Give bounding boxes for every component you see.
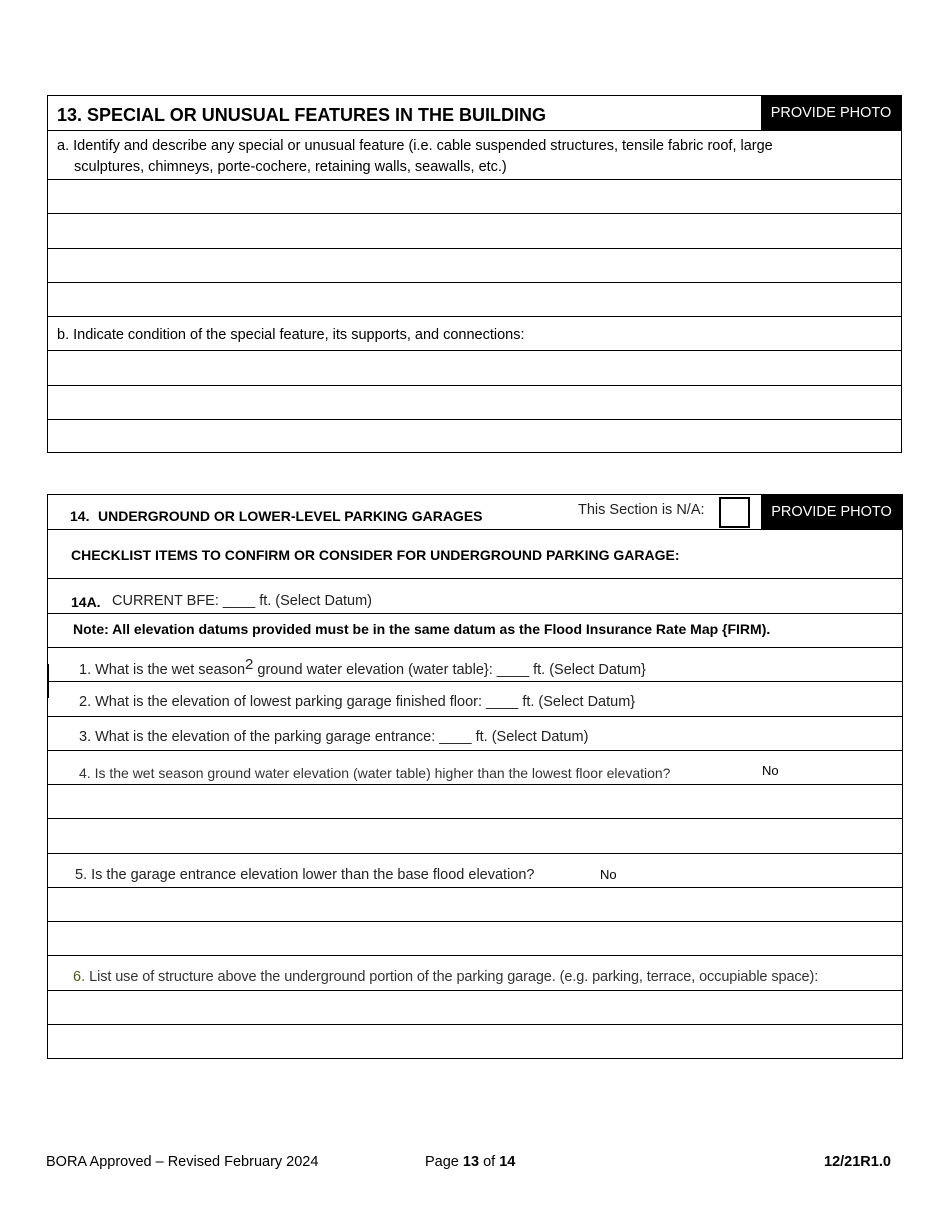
page-total: 14 — [499, 1154, 516, 1170]
page-prefix: Page — [425, 1154, 463, 1170]
divider — [48, 316, 901, 317]
question-1-pre: 1. What is the wet season — [79, 662, 246, 678]
section-14-photo-button[interactable]: PROVIDE PHOTO — [761, 495, 902, 529]
question-1[interactable] — [79, 656, 646, 678]
answer-line-13b-3[interactable] — [48, 419, 901, 420]
q14a-text[interactable]: CURRENT BFE: ____ ft. (Select Datum) — [112, 593, 373, 609]
footer-page — [425, 1154, 515, 1170]
margin-mark — [48, 664, 49, 698]
divider — [48, 716, 902, 717]
question-4: 4. Is the wet season ground water elevation (water table) higher than the lowest floor elevation? — [79, 765, 671, 781]
divider — [48, 613, 902, 614]
question-5: 5. Is the garage entrance elevation lower than the base flood elevation? — [75, 867, 535, 883]
answer-line-q5-2[interactable] — [48, 921, 902, 922]
footer-revision: 12/21R1.0 — [824, 1154, 891, 1170]
section-14-title: UNDERGROUND OR LOWER-LEVEL PARKING GARAGES — [98, 508, 483, 524]
divider — [48, 578, 902, 579]
answer-line-13b-2[interactable] — [48, 385, 901, 386]
answer-line-q4-1[interactable] — [48, 784, 902, 785]
checklist-heading: CHECKLIST ITEMS TO CONFIRM OR CONSIDER FOR UNDERGROUND PARKING GARAGE: — [71, 547, 680, 563]
question-6-text: List use of structure above the underground portion of the parking garage. (e.g. parking, terrace, occupiable space): — [89, 969, 819, 985]
section-13-photo-button[interactable]: PROVIDE PHOTO — [761, 96, 901, 130]
answer-line-13a-2[interactable] — [48, 213, 901, 214]
question-6 — [73, 969, 818, 985]
section-13 — [47, 95, 902, 453]
question-13a-line2: sculptures, chimneys, porte-cochere, retaining walls, seawalls, etc.) — [74, 159, 507, 175]
na-checkbox[interactable] — [719, 497, 750, 528]
divider — [48, 853, 902, 854]
answer-line-13a-1[interactable] — [48, 179, 901, 180]
question-5-answer[interactable]: No — [600, 867, 617, 882]
q14a-number: 14A. — [71, 594, 101, 610]
section-14-number: 14. — [70, 508, 90, 524]
datum-note: Note: All elevation datums provided must be in the same datum as the Flood Insurance Rate Map {FIRM). — [73, 621, 771, 637]
answer-line-q5-1[interactable] — [48, 887, 902, 888]
answer-line-13a-4[interactable] — [48, 282, 901, 283]
divider — [48, 529, 902, 530]
section-13-title: 13. SPECIAL OR UNUSUAL FEATURES IN THE BUILDING — [57, 105, 547, 125]
answer-line-q6-1[interactable] — [48, 990, 902, 991]
answer-line-q4-2[interactable] — [48, 818, 902, 819]
question-2[interactable]: 2. What is the elevation of lowest parking garage finished floor: ____ ft. (Select Datum} — [79, 694, 636, 710]
footer-left: BORA Approved – Revised February 2024 — [46, 1154, 319, 1170]
question-13a-line1: a. Identify and describe any special or unusual feature (i.e. cable suspended structures, tensile fabric roof, large — [57, 138, 773, 154]
page-number: 13 — [462, 1154, 480, 1170]
footnote-2: 2 — [245, 656, 254, 673]
na-label: This Section is N/A: — [578, 502, 705, 518]
page-of: of — [479, 1154, 500, 1170]
answer-line-13b-1[interactable] — [48, 350, 901, 351]
divider — [48, 750, 902, 751]
question-3[interactable]: 3. What is the elevation of the parking garage entrance: ____ ft. (Select Datum) — [79, 729, 589, 745]
question-1-post: ground water elevation (water table}: ____ ft. (Select Datum} — [253, 662, 646, 678]
answer-line-q6-2[interactable] — [48, 1024, 902, 1025]
section-14 — [47, 494, 903, 1059]
question-4-answer[interactable]: No — [762, 763, 779, 778]
divider — [48, 130, 901, 131]
divider — [48, 647, 902, 648]
answer-line-13a-3[interactable] — [48, 248, 901, 249]
divider — [48, 681, 902, 682]
divider — [48, 955, 902, 956]
question-13b: b. Indicate condition of the special feature, its supports, and connections: — [57, 327, 525, 343]
question-6-number: 6. — [73, 969, 86, 985]
